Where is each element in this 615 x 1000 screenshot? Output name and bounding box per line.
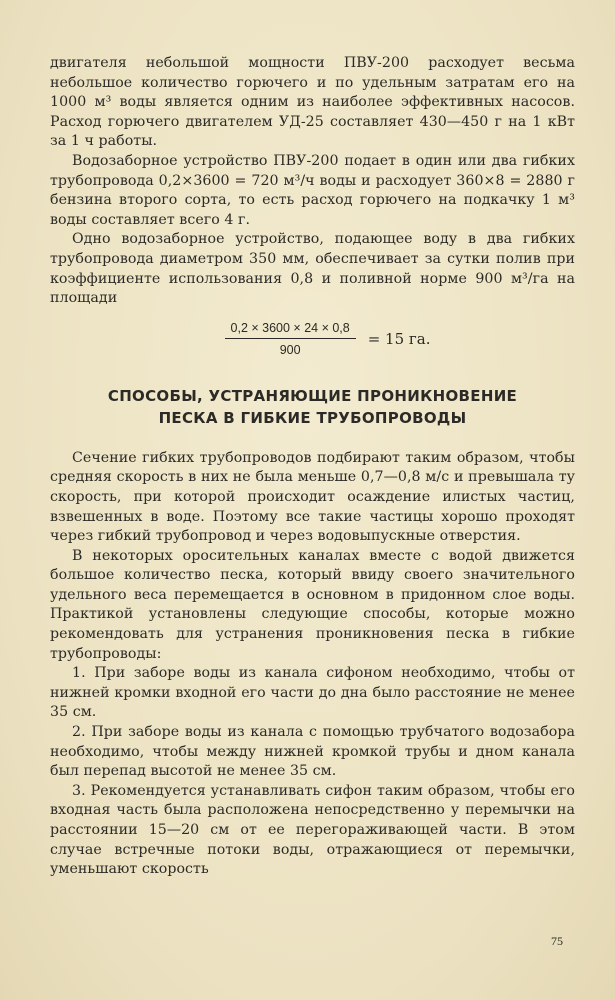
paragraph-pipe-section: Сечение гибких трубопроводов подбирают таким образом, чтобы средняя скорость в них не была меньше 0,7—0,8 м/с и превышала ту скорость, при которой происходит осаждение илистых частиц, взвешенных в воде. Поэтому все такие частицы хорошо проходят через гибкий трубопровод и через водовыпускные отверстия. [50,449,575,545]
section-heading-line-1: СПОСОБЫ, УСТРАНЯЮЩИЕ ПРОНИКНОВЕНИЕ [107,386,518,405]
section-heading [50,385,575,429]
list-item-3: 3. Рекомендуется устанавливать сифон таким образом, чтобы его входная часть была расположена непосредственно у перемычки на расстоянии 15—20 см от ее перегораживающей части. В этом случае встречные потоки воды, отражающиеся от перемычки, уменьшают скорость [50,782,575,878]
paragraph-irrigation-area: Одно водозаборное устройство, подающее воду в два гибких трубопровода диаметром 350 мм, обеспечивает за сутки полив при коэффициенте использования 0,8 и поливной норме 900 м³/га на площади [50,231,575,307]
formula-numerator: 0,2 × 3600 × 24 × 0,8 [225,321,356,339]
paragraph-sand-in-canals: В некоторых оросительных каналах вместе с водой движется большое количество песка, который ввиду своего значительного удельного веса перемещается в основном в придонном слое воды. Практикой установлены следующие способы, которые можно рекомендовать для устранения проникновения песка в гибкие трубопроводы: [50,547,575,662]
paragraph-intake-device: Водозаборное устройство ПВУ-200 подает в один или два гибких трубопровода 0,2×3600 = 720 м³/ч воды и расходует 360×8 = 2880 г бензина второго сорта, то есть расход горючего на подкачку 1 м³ воды составляет всего 4 г. [50,152,575,228]
formula-fraction [225,321,356,357]
formula-denominator: 900 [279,342,301,357]
list-item-2: 2. При заборе воды из канала с помощью трубчатого водозабора необходимо, чтобы между нижней кромкой трубы и дном канала был перепад высотой не менее 35 см. [50,724,575,780]
page-number: 75 [551,934,563,948]
area-formula [50,321,575,357]
section-heading-line-2: ПЕСКА В ГИБКИЕ ТРУБОПРОВОДЫ [158,408,467,427]
formula-result: = 15 га. [367,329,431,348]
paragraph-engine-consumption: двигателя небольшой мощности ПВУ-200 расходует весьма небольшое количество горючего и по удельным затратам его на 1000 м³ воды является одним из наиболее эффективных насосов. Расход горючего двигателем УД-25 составляет 430—450 г на 1 кВт за 1 ч работы. [50,55,575,150]
list-item-1: 1. При заборе воды из канала сифоном необходимо, чтобы от нижней кромки входной его части до дна было расстояние не менее 35 см. [50,665,575,721]
